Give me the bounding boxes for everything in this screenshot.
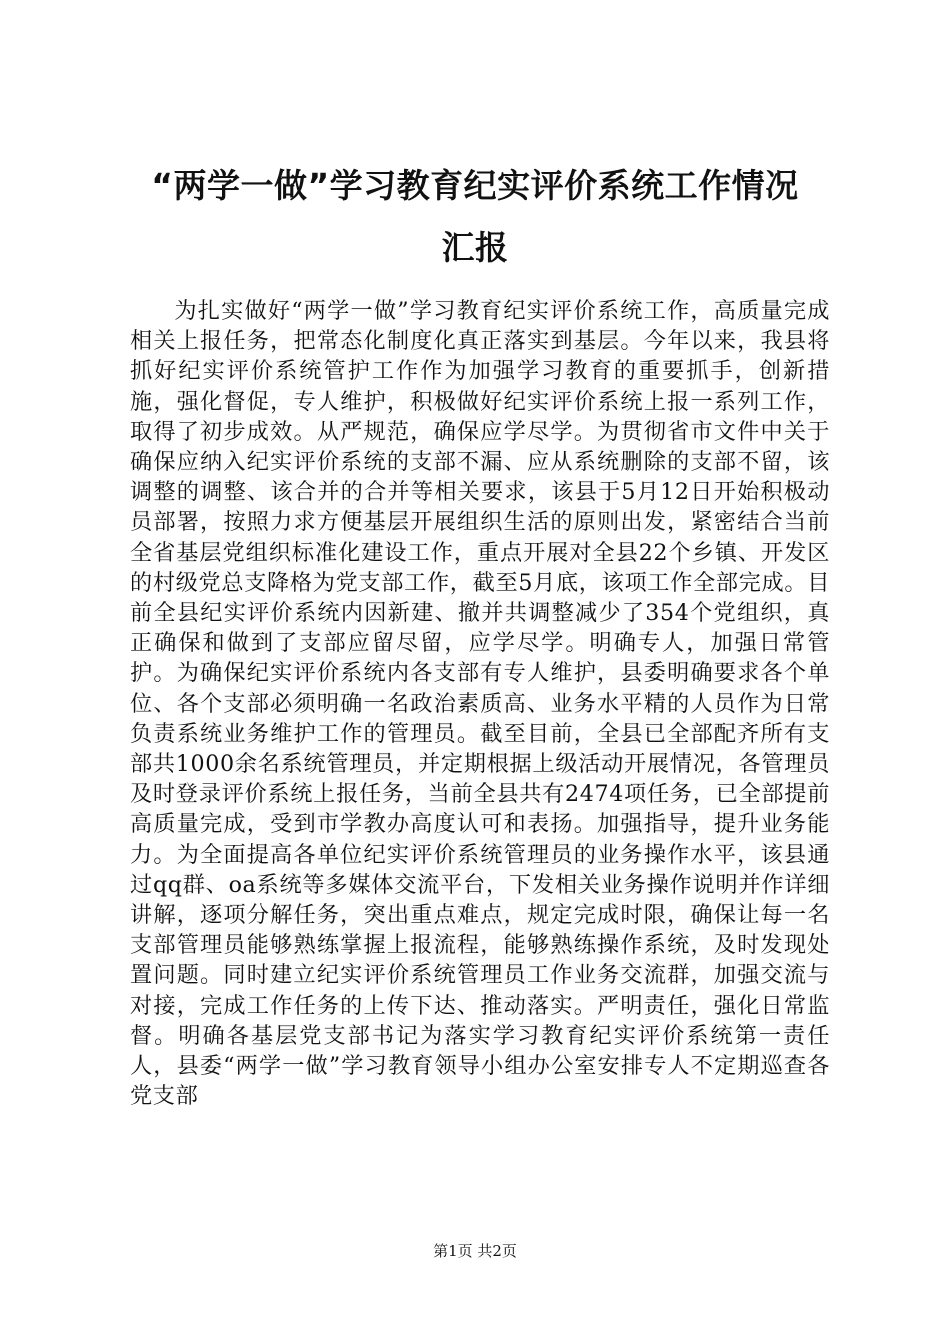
document-title: [100, 155, 850, 279]
page-footer: 第1页 共2页: [433, 1242, 517, 1260]
title-line-1: “两学一做”学习教育纪实评价系统工作情况: [151, 166, 799, 205]
body-paragraph: 为扎实做好“两学一做”学习教育纪实评价系统工作，高质量完成相关上报任务，把常态化制度化真正落实到基层。今年以来，我县将抓好纪实评价系统管护工作作为加强学习教育的重要抓手，创新措施，强化督促，专人维护，积极做好纪实评价系统上报一系列工作，取得了初步成效。从严规范，确保应学尽学。为贯彻省市文件中关于确保应纳入纪实评价系统的支部不漏、应从系统删除的支部不留，该调整的调整、该合并的合并等相关要求，该县于5月12日开始积极动员部署，按照力求方便基层开展组织生活的原则出发，紧密结合当前全省基层党组织标准化建设工作，重点开展对全县22个乡镇、开发区的村级党总支降格为党支部工作，截至5月底，该项工作全部完成。目前全县纪实评价系统内因新建、撤并共调整减少了354个党组织，真正确保和做到了支部应留尽留，应学尽学。明确专人，加强日常管护。为确保纪实评价系统内各支部有专人维护，县委明确要求各个单位、各个支部必须明确一名政治素质高、业务水平精的人员作为日常负责系统业务维护工作的管理员。截至目前，全县已全部配齐所有支部共1000余名系统管理员，并定期根据上级活动开展情况，各管理员及时登录评价系统上报任务，当前全县共有2474项任务，已全部提前高质量完成，受到市学教办高度认可和表扬。加强指导，提升业务能力。为全面提高各单位纪实评价系统管理员的业务操作水平，该县通过qq群、oa系统等多媒体交流平台，下发相关业务操作说明并作详细讲解，逐项分解任务，突出重点难点，规定完成时限，确保让每一名支部管理员能够熟练掌握上报流程，能够熟练操作系统，及时发现处置问题。同时建立纪实评价系统管理员工作业务交流群，加强交流与对接，完成工作任务的上传下达、推动落实。严明责任，强化日常监督。明确各基层党支部书记为落实学习教育纪实评价系统第一责任人，县委“两学一做”学习教育领导小组办公室安排专人不定期巡查各党支部: [130, 298, 830, 1110]
title-line-2: 汇报: [441, 228, 509, 267]
